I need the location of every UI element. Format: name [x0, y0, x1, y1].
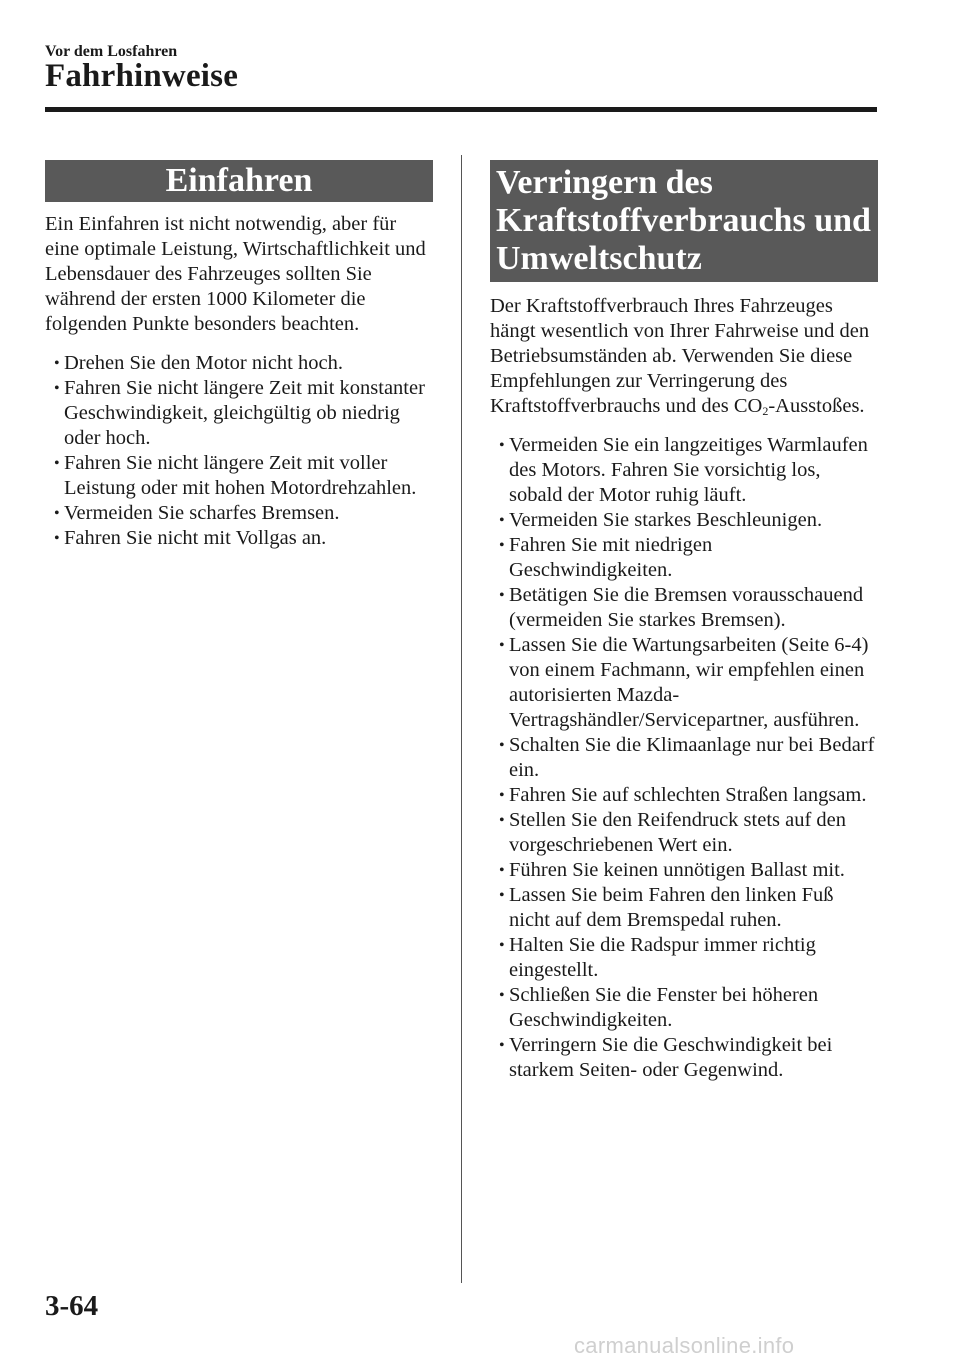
list-item: • Vermeiden Sie scharfes Bremsen.: [54, 502, 340, 524]
page-number: 3-64: [45, 1290, 99, 1322]
bullet-dot-icon: •: [499, 787, 505, 804]
list-item: • Fahren Sie nicht längere Zeit mit konstanter Geschwindigkeit, gleichgültig ob niedrig oder hoch.: [54, 377, 425, 449]
bullet-dot-icon: •: [499, 537, 505, 554]
page-title: Fahrhinweise: [45, 58, 239, 94]
list-item: • Verringern Sie die Geschwindigkeit bei starkem Seiten- oder Gegenwind.: [499, 1034, 833, 1081]
bullet-dot-icon: •: [54, 455, 60, 472]
bullet-dot-icon: •: [499, 437, 505, 454]
column-divider: [461, 155, 462, 1283]
section-heading-einfahren: Einfahren: [45, 160, 433, 202]
list-item: • Halten Sie die Radspur immer richtig eingestellt.: [499, 934, 816, 981]
section-kraftstoffverbrauch: [490, 160, 878, 1083]
list-item: • Schließen Sie die Fenster bei höheren Geschwindigkeiten.: [499, 984, 819, 1031]
bullet-dot-icon: •: [499, 512, 505, 529]
list-item: • Vermeiden Sie starkes Beschleunigen.: [499, 509, 823, 531]
bullet-dot-icon: •: [499, 937, 505, 954]
list-item: • Drehen Sie den Motor nicht hoch.: [54, 352, 343, 374]
heading-line: Umweltschutz: [496, 240, 702, 277]
list-item: • Führen Sie keinen unnötigen Ballast mit.: [499, 859, 845, 881]
bullet-dot-icon: •: [499, 637, 505, 654]
bullet-dot-icon: •: [499, 812, 505, 829]
bullet-dot-icon: •: [54, 505, 60, 522]
bullet-dot-icon: •: [499, 587, 505, 604]
section-heading-kraftstoffverbrauch: [490, 160, 878, 282]
list-item: • Lassen Sie beim Fahren den linken Fuß nicht auf dem Bremspedal ruhen.: [499, 884, 834, 931]
list-item: • Vermeiden Sie ein langzeitiges Warmlaufen des Motors. Fahren Sie vorsichtig los, sobald der Motor ruhig läuft.: [499, 434, 868, 506]
list-item: • Lassen Sie die Wartungsarbeiten (Seite 6-4) von einem Fachmann, wir empfehlen einen autorisierten Mazda-Vertragshändler/Servicepartner, ausführen.: [499, 634, 869, 731]
breadcrumb: Vor dem Losfahren: [45, 43, 178, 60]
list-item: • Fahren Sie nicht mit Vollgas an.: [54, 527, 327, 549]
bullet-dot-icon: •: [499, 737, 505, 754]
bullet-dot-icon: •: [54, 355, 60, 372]
heading-line: Verringern des: [496, 164, 713, 201]
bullet-dot-icon: •: [54, 380, 60, 397]
section-einfahren: [45, 160, 433, 551]
bullet-dot-icon: •: [499, 987, 505, 1004]
bullet-list-einfahren: [45, 351, 433, 551]
heading-line: Kraftstoffverbrauchs und: [496, 202, 871, 239]
section-intro-einfahren: Ein Einfahren ist nicht notwendig, aber für eine optimale Leistung, Wirtschaftlichkeit und Lebensdauer des Fahrzeuges sollten Sie während der ersten 1000 Kilometer die folgenden Punkte besonders beachten.: [45, 213, 426, 335]
co2-subscript: 2: [762, 404, 769, 418]
bullet-dot-icon: •: [54, 530, 60, 547]
header-rule: [45, 107, 877, 112]
bullet-dot-icon: •: [499, 887, 505, 904]
list-item: • Schalten Sie die Klimaanlage nur bei Bedarf ein.: [499, 734, 875, 781]
list-item: • Fahren Sie auf schlechten Straßen langsam.: [499, 784, 867, 806]
watermark: carmanualsonline.info: [574, 1333, 795, 1358]
list-item: • Fahren Sie mit niedrigen Geschwindigkeiten.: [499, 534, 713, 581]
list-item: • Fahren Sie nicht längere Zeit mit voller Leistung oder mit hohen Motordrehzahlen.: [54, 452, 417, 499]
list-item: • Betätigen Sie die Bremsen vorausschauend (vermeiden Sie starkes Bremsen).: [499, 584, 864, 631]
bullet-list-kraftstoffverbrauch: [490, 433, 878, 1083]
bullet-dot-icon: •: [499, 1037, 505, 1054]
list-item: • Stellen Sie den Reifendruck stets auf den vorgeschriebenen Wert ein.: [499, 809, 847, 856]
bullet-dot-icon: •: [499, 862, 505, 879]
section-intro-kraftstoffverbrauch: Der Kraftstoffverbrauch Ihres Fahrzeuges hängt wesentlich von Ihrer Fahrweise und den Betriebsumständen ab. Verwenden Sie diese Empfehlungen zur Verringerung des Kraftstoffverbrauchs und des $CO_2$-Ausstoßes.: [490, 295, 870, 418]
